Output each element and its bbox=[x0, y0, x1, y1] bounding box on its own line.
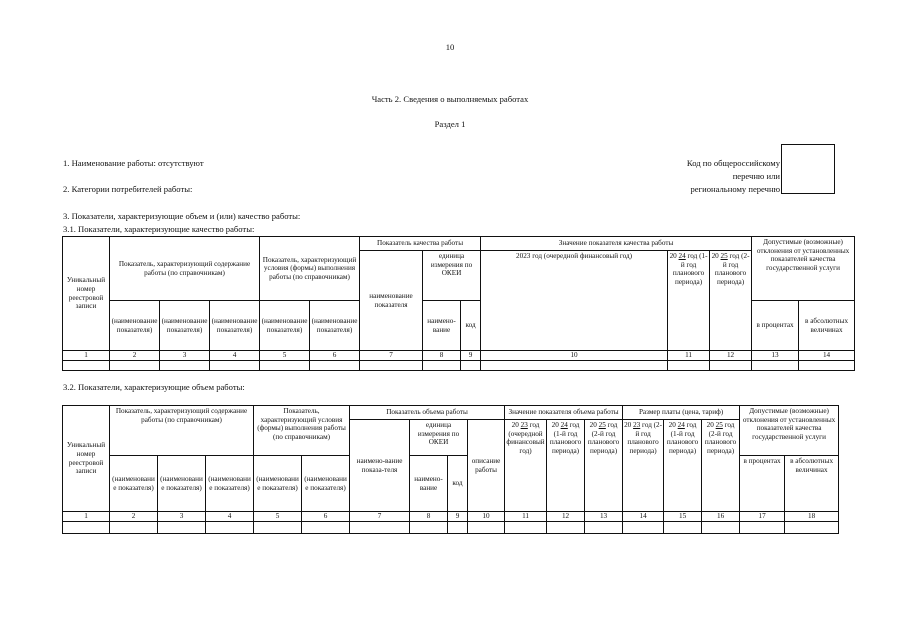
t1-unit-header: единица измерения по ОКЕИ bbox=[423, 251, 481, 301]
t1-col-num: 8 bbox=[423, 351, 461, 361]
t2-unique-number-header: Уникальный номер реестровой записи bbox=[63, 406, 110, 512]
t1-year-0-header: 2023 год (очередной финансовый год) bbox=[481, 251, 668, 351]
t1-col-num: 6 bbox=[310, 351, 360, 361]
t2-conditions-header: Показатель, характеризующий условия (формы) выполнения работы (по справочникам) bbox=[254, 406, 350, 456]
page-number: 10 bbox=[445, 42, 455, 52]
indicators-heading: 3. Показатели, характеризующие объем и (или) качество работы: bbox=[63, 211, 301, 221]
t2-col-num: 8 bbox=[410, 512, 448, 522]
t2-column-numbers-row bbox=[63, 512, 839, 522]
t2-data-cell[interactable] bbox=[664, 522, 702, 534]
t2-data-cell[interactable] bbox=[468, 522, 505, 534]
t1-quality-header: Показатель качества работы bbox=[360, 237, 481, 251]
t2-data-cell[interactable] bbox=[448, 522, 468, 534]
t2-value-year-2: 20 25 год (2-й год планового периода) bbox=[585, 420, 623, 512]
volume-indicators-table bbox=[62, 405, 839, 534]
t1-col-num: 10 bbox=[481, 351, 668, 361]
t2-data-cell[interactable] bbox=[547, 522, 585, 534]
t2-col-num: 10 bbox=[468, 512, 505, 522]
t2-data-cell[interactable] bbox=[785, 522, 839, 534]
t1-data-cell[interactable] bbox=[310, 361, 360, 371]
t2-content-header: Показатель, характеризующий содержание работы (по справочникам) bbox=[110, 406, 254, 456]
t2-data-row bbox=[63, 522, 839, 534]
consumer-category-field: 2. Категории потребителей работы: bbox=[63, 184, 193, 194]
t2-data-cell[interactable] bbox=[350, 522, 410, 534]
section-title: Раздел 1 bbox=[434, 119, 466, 129]
t2-col-num: 18 bbox=[785, 512, 839, 522]
t2-col-num: 9 bbox=[448, 512, 468, 522]
t2-sub-indicator-5: (наименование показателя) bbox=[302, 456, 350, 512]
quality-indicators-heading: 3.1. Показатели, характеризующие качество работы: bbox=[63, 224, 255, 234]
t2-sub-indicator-1: (наименование показателя) bbox=[110, 456, 158, 512]
t2-price-header: Размер платы (цена, тариф) bbox=[623, 406, 740, 420]
t1-year-1-header: 20 24 год (1-й год планового периода) bbox=[668, 251, 710, 351]
t1-sub-indicator-2: (наименование показателя) bbox=[160, 301, 210, 351]
t1-col-num: 2 bbox=[110, 351, 160, 361]
t2-col-num: 1 bbox=[63, 512, 110, 522]
t2-data-cell[interactable] bbox=[302, 522, 350, 534]
t1-data-cell[interactable] bbox=[110, 361, 160, 371]
t2-col-num: 13 bbox=[585, 512, 623, 522]
t1-data-cell[interactable] bbox=[423, 361, 461, 371]
t1-data-cell[interactable] bbox=[63, 361, 110, 371]
t2-col-num: 7 bbox=[350, 512, 410, 522]
t2-data-cell[interactable] bbox=[158, 522, 206, 534]
t2-sub-indicator-4: (наименование показателя) bbox=[254, 456, 302, 512]
t1-data-cell[interactable] bbox=[710, 361, 752, 371]
t1-data-cell[interactable] bbox=[481, 361, 668, 371]
t1-col-num: 12 bbox=[710, 351, 752, 361]
code-label-2: перечню или bbox=[732, 171, 780, 181]
t1-percent-header: в процентах bbox=[752, 301, 799, 351]
t1-year-2-header: 20 25 год (2-й год планового периода) bbox=[710, 251, 752, 351]
t2-data-cell[interactable] bbox=[206, 522, 254, 534]
t2-data-cell[interactable] bbox=[623, 522, 664, 534]
t2-unit-code-header: код bbox=[448, 456, 468, 512]
t2-data-cell[interactable] bbox=[740, 522, 785, 534]
t1-col-num: 9 bbox=[461, 351, 481, 361]
part-title: Часть 2. Сведения о выполняемых работах bbox=[371, 94, 529, 104]
t1-data-cell[interactable] bbox=[160, 361, 210, 371]
t2-deviation-header: Допустимые (возможные) отклонения от установленных показателей качества государственной услуги bbox=[740, 406, 839, 456]
t2-data-cell[interactable] bbox=[505, 522, 547, 534]
t1-sub-indicator-3: (наименование показателя) bbox=[210, 301, 260, 351]
t1-col-num: 13 bbox=[752, 351, 799, 361]
t2-value-header: Значение показателя объема работы bbox=[505, 406, 623, 420]
t2-col-num: 11 bbox=[505, 512, 547, 522]
t1-col-num: 4 bbox=[210, 351, 260, 361]
t1-col-num: 7 bbox=[360, 351, 423, 361]
t1-data-cell[interactable] bbox=[799, 361, 855, 371]
t2-data-cell[interactable] bbox=[585, 522, 623, 534]
t2-percent-header: в процентах bbox=[740, 456, 785, 512]
t2-col-num: 14 bbox=[623, 512, 664, 522]
t2-col-num: 4 bbox=[206, 512, 254, 522]
t1-data-cell[interactable] bbox=[210, 361, 260, 371]
t1-sub-indicator-4: (наименование показателя) bbox=[260, 301, 310, 351]
t2-unit-name-header: наимено-вание bbox=[410, 456, 448, 512]
t2-data-cell[interactable] bbox=[702, 522, 740, 534]
t2-description-header: описание работы bbox=[468, 420, 505, 512]
t1-data-cell[interactable] bbox=[668, 361, 710, 371]
t1-deviation-header: Допустимые (возможные) отклонения от установленных показателей качества государственной услуги bbox=[752, 237, 855, 301]
t1-col-num: 11 bbox=[668, 351, 710, 361]
t2-sub-indicator-3: (наименование показателя) bbox=[206, 456, 254, 512]
t2-col-num: 6 bbox=[302, 512, 350, 522]
t2-data-cell[interactable] bbox=[63, 522, 110, 534]
registry-code-box[interactable] bbox=[781, 144, 835, 194]
t2-sub-indicator-2: (наименование показателя) bbox=[158, 456, 206, 512]
t1-conditions-header: Показатель, характеризующий условия (формы) выполнения работы (по справочникам) bbox=[260, 237, 360, 301]
t1-col-num: 14 bbox=[799, 351, 855, 361]
t2-price-year-0: 20 23 год (2-й год планового периода) bbox=[623, 420, 664, 512]
quality-indicators-table bbox=[62, 236, 855, 371]
t1-data-row bbox=[63, 361, 855, 371]
code-label-1: Код по общероссийскому bbox=[686, 158, 780, 168]
t1-data-cell[interactable] bbox=[260, 361, 310, 371]
t2-value-year-1: 20 24 год (1-й год планового периода) bbox=[547, 420, 585, 512]
t2-indicator-name-header: наимено-вание показа-теля bbox=[350, 420, 410, 512]
t1-content-header: Показатель, характеризующий содержание работы (по справочникам) bbox=[110, 237, 260, 301]
t2-data-cell[interactable] bbox=[410, 522, 448, 534]
t2-data-cell[interactable] bbox=[254, 522, 302, 534]
volume-indicators-heading: 3.2. Показатели, характеризующие объем работы: bbox=[63, 382, 245, 392]
t2-col-num: 3 bbox=[158, 512, 206, 522]
t2-unit-header: единица измерения по ОКЕИ bbox=[410, 420, 468, 456]
t1-sub-indicator-5: (наименование показателя) bbox=[310, 301, 360, 351]
t1-data-cell[interactable] bbox=[752, 361, 799, 371]
t2-price-year-1: 20 24 год (1-й год планового периода) bbox=[664, 420, 702, 512]
t2-col-num: 16 bbox=[702, 512, 740, 522]
t2-col-num: 5 bbox=[254, 512, 302, 522]
t2-value-year-0: 20 23 год (очередной финансовый год) bbox=[505, 420, 547, 512]
t1-unit-code-header: код bbox=[461, 301, 481, 351]
t1-unique-number-header: Уникальный номер реестровой записи bbox=[63, 237, 110, 351]
t1-col-num: 3 bbox=[160, 351, 210, 361]
t2-col-num: 17 bbox=[740, 512, 785, 522]
t2-col-num: 12 bbox=[547, 512, 585, 522]
t1-indicator-name-header: наименование показателя bbox=[360, 251, 423, 351]
t2-col-num: 15 bbox=[664, 512, 702, 522]
t1-column-numbers-row bbox=[63, 351, 855, 361]
t1-col-num: 1 bbox=[63, 351, 110, 361]
t1-data-cell[interactable] bbox=[360, 361, 423, 371]
t1-unit-name-header: наимено-вание bbox=[423, 301, 461, 351]
code-label-3: региональному перечню bbox=[690, 184, 780, 194]
t1-data-cell[interactable] bbox=[461, 361, 481, 371]
t2-price-year-2: 20 25 год (2-й год планового периода) bbox=[702, 420, 740, 512]
t1-absolute-header: в абсолютных величинах bbox=[799, 301, 855, 351]
t1-sub-indicator-1: (наименование показателя) bbox=[110, 301, 160, 351]
t2-volume-header: Показатель объема работы bbox=[350, 406, 505, 420]
t1-col-num: 5 bbox=[260, 351, 310, 361]
t2-col-num: 2 bbox=[110, 512, 158, 522]
work-name-field: 1. Наименование работы: отсутствуют bbox=[63, 158, 204, 168]
t2-data-cell[interactable] bbox=[110, 522, 158, 534]
t2-absolute-header: в абсолютных величинах bbox=[785, 456, 839, 512]
t1-value-header: Значение показателя качества работы bbox=[481, 237, 752, 251]
